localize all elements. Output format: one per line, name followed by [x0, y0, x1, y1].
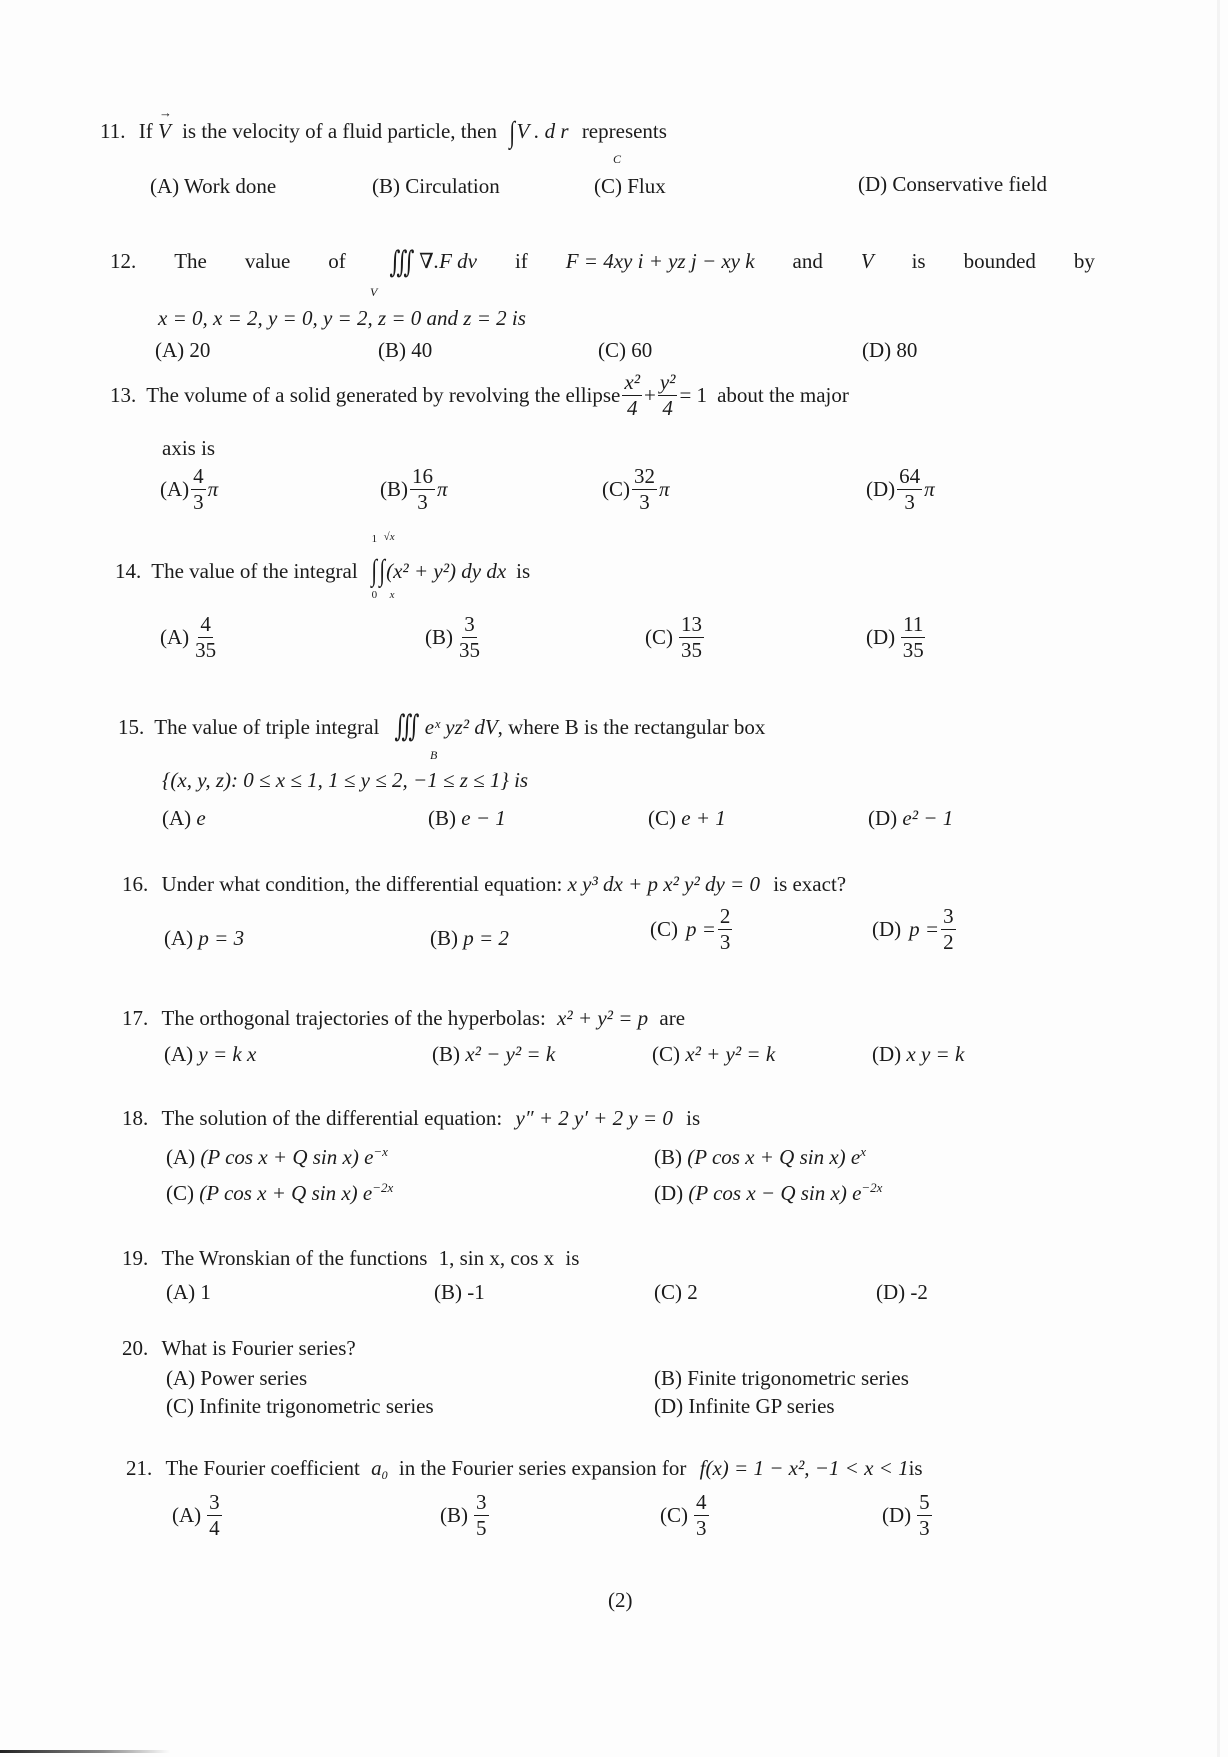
option-15-d[interactable]: (D) e² − 1	[868, 806, 954, 830]
fourier-coefficient-a0: $a_0$	[371, 1456, 388, 1482]
option-13-c[interactable]: (C) $\frac{32}{3}$ π	[602, 464, 670, 514]
question-15: 15. The value of triple integral ∭ eˣ yz² dV , where B is the rectangular box	[118, 710, 766, 743]
question-13: 13. The volume of a solid generated by revolving the ellipse $\frac{\text{x²}}{4}$ + $\frac{\text{y²}}{4}$ = 1 about the major	[110, 370, 849, 420]
option-12-d[interactable]: (D) 80	[862, 338, 918, 362]
option-12-c[interactable]: (C) 60	[598, 338, 653, 362]
option-20-d[interactable]: (D) Infinite GP series	[654, 1394, 835, 1418]
option-13-b[interactable]: (B) $\frac{16}{3}$ π	[380, 464, 448, 514]
integral-limit-c: C	[613, 152, 622, 166]
line-integral-integrand: V . d r	[516, 118, 569, 143]
vector-field-f: F = 4xy i + yz j − xy k	[565, 248, 755, 273]
option-21-d[interactable]: (D) $\frac{5}{3}$	[882, 1490, 930, 1540]
question-13-line2: axis is	[162, 436, 216, 460]
scan-artifact-edge	[1217, 0, 1220, 1757]
option-17-a[interactable]: (A) y = k x	[164, 1042, 257, 1066]
question-16: 16. Under what condition, the differential equation: x y³ dx + p x² y² dy = 0 is exact?	[122, 872, 847, 896]
option-11-b[interactable]: (B) Circulation	[372, 174, 500, 198]
ellipse-term-x: $\frac{\text{x²}}{4}$	[624, 370, 640, 420]
question-12-line2: x = 0, x = 2, y = 0, y = 2, z = 0 and z = 2 is	[158, 306, 526, 330]
option-11-d[interactable]: (D) Conservative field	[858, 172, 1047, 196]
option-21-c[interactable]: (C) $\frac{4}{3}$	[660, 1490, 707, 1540]
integral-limit-b: B	[430, 748, 438, 762]
option-19-a[interactable]: (A) 1	[166, 1280, 211, 1304]
integral-limit-v: V	[370, 285, 378, 299]
option-19-b[interactable]: (B) -1	[434, 1280, 485, 1304]
option-21-a[interactable]: (A) $\frac{3}{4}$	[172, 1490, 220, 1540]
option-13-d[interactable]: (D) $\frac{64}{3}$ π	[866, 464, 935, 514]
option-11-c[interactable]: (C) Flux	[594, 174, 666, 198]
option-14-c[interactable]: (C) $\frac{13}{35}$	[645, 612, 702, 662]
option-18-c[interactable]: (C) (P cos x + Q sin x) $e^{-2x}$	[166, 1180, 394, 1205]
option-19-c[interactable]: (C) 2	[654, 1280, 698, 1304]
option-21-b[interactable]: (B) $\frac{3}{5}$	[440, 1490, 487, 1540]
option-12-b[interactable]: (B) 40	[378, 338, 433, 362]
option-20-c[interactable]: (C) Infinite trigonometric series	[166, 1394, 434, 1418]
triple-integral-symbol: ∭	[394, 710, 420, 743]
question-number: 11.	[100, 118, 126, 143]
question-18: 18. The solution of the differential equation: y″ + 2 y′ + 2 y = 0 is	[122, 1106, 701, 1130]
scan-artifact-line	[0, 1750, 170, 1753]
ellipse-term-y: $\frac{\text{y²}}{4}$	[659, 370, 676, 420]
option-18-b[interactable]: (B) (P cos x + Q sin x) $e^x$	[654, 1144, 867, 1169]
option-18-a[interactable]: (A) (P cos x + Q sin x) $e^{-x}$	[166, 1144, 388, 1169]
option-16-b[interactable]: (B) p = 2	[430, 926, 509, 950]
option-15-c[interactable]: (C) e + 1	[648, 806, 726, 830]
option-16-a[interactable]: (A) p = 3	[164, 926, 245, 950]
double-integral: ∫∫ 1 √x 0 x	[370, 531, 395, 601]
option-12-a[interactable]: (A) 20	[155, 338, 211, 362]
vector-v: → V	[158, 121, 171, 142]
option-19-d[interactable]: (D) -2	[876, 1280, 928, 1304]
question-21: 21. The Fourier coefficient $a_0$ in the Fourier series expansion for f(x) = 1 − x², −1 < x < 1is	[126, 1456, 923, 1482]
option-20-b[interactable]: (B) Finite trigonometric series	[654, 1366, 909, 1390]
question-11: 11. If → V is the velocity of a fluid particle, then ∫V . d r represents	[100, 118, 667, 148]
question-19: 19. The Wronskian of the functions 1, sin x, cos x is	[122, 1246, 580, 1270]
option-20-a[interactable]: (A) Power series	[166, 1366, 308, 1390]
question-20: 20. What is Fourier series?	[122, 1336, 356, 1360]
option-14-b[interactable]: (B) $\frac{3}{35}$	[425, 612, 480, 662]
option-17-c[interactable]: (C) x² + y² = k	[652, 1042, 776, 1066]
question-14: 14. The value of the integral ∫∫ 1 √x 0 x (x² + y²) dy dx is	[115, 531, 531, 601]
question-12: 12. The value of ∭ ∇.F dv if F = 4xy i + yz j − xy k and V is bounded by	[110, 246, 1095, 279]
option-11-a[interactable]: (A) Work done	[150, 174, 277, 198]
option-14-d[interactable]: (D) $\frac{11}{35}$	[866, 612, 924, 662]
triple-integral-symbol: ∭	[389, 246, 414, 279]
option-16-d[interactable]: (D) p = $\frac{3}{2}$	[872, 904, 954, 954]
option-14-a[interactable]: (A) $\frac{4}{35}$	[160, 612, 217, 662]
option-15-b[interactable]: (B) e − 1	[428, 806, 506, 830]
option-17-d[interactable]: (D) x y = k	[872, 1042, 965, 1066]
line-integral-symbol: ∫	[509, 116, 516, 149]
option-17-b[interactable]: (B) x² − y² = k	[432, 1042, 556, 1066]
option-13-a[interactable]: (A) $\frac{4}{3}$ π	[160, 464, 219, 514]
page-number: (2)	[608, 1588, 633, 1612]
option-16-c[interactable]: (C) p = $\frac{2}{3}$	[650, 904, 731, 954]
option-15-a[interactable]: (A) e	[162, 806, 206, 830]
option-18-d[interactable]: (D) (P cos x − Q sin x) $e^{-2x}$	[654, 1180, 883, 1205]
question-15-line2: {(x, y, z): 0 ≤ x ≤ 1, 1 ≤ y ≤ 2, −1 ≤ z ≤ 1} is	[162, 768, 529, 792]
question-17: 17. The orthogonal trajectories of the hyperbolas: x² + y² = p are	[122, 1006, 686, 1030]
